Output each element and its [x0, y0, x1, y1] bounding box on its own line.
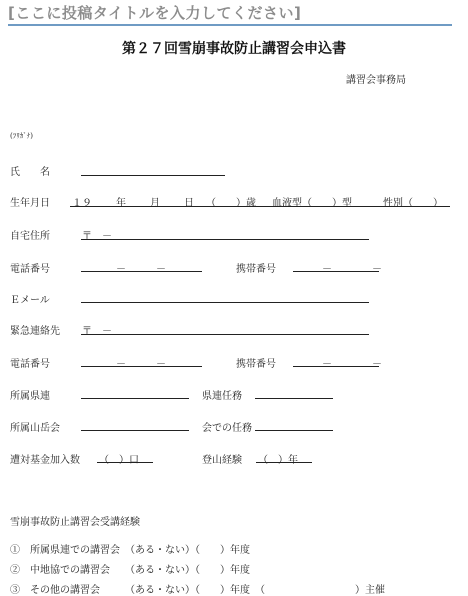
organizer: 講習会事務局 — [346, 75, 406, 86]
birth-month: 月 — [150, 198, 160, 209]
insurance-field[interactable]: （ ）口 — [99, 455, 139, 466]
birth-era: １９ — [72, 198, 92, 209]
history-heading: 雪崩事故防止講習会受講経験 — [10, 517, 140, 528]
birth-year: 年 — [116, 198, 126, 209]
emergency-phone-label: 電話番号 — [10, 359, 50, 370]
birth-label: 生年月日 — [10, 198, 50, 209]
emergency-mobile-label: 携帯番号 — [236, 359, 276, 370]
experience-underline — [256, 462, 312, 463]
history-item[interactable]: ② 中地協での講習会 （ある・ない）（ ）年度 — [10, 565, 250, 576]
experience-label: 登山経験 — [202, 455, 242, 466]
history-item[interactable]: ① 所属県連での講習会 （ある・ない）（ ）年度 — [10, 545, 250, 556]
email-field[interactable] — [81, 302, 369, 303]
phone-blank: － － — [116, 264, 166, 275]
club-label: 所属山岳会 — [10, 423, 60, 434]
club-field[interactable] — [81, 430, 189, 431]
mobile-label: 携帯番号 — [236, 264, 276, 275]
phone-label: 電話番号 — [10, 264, 50, 275]
insurance-underline — [97, 462, 153, 463]
club-role-field[interactable] — [255, 430, 333, 431]
federation-field[interactable] — [81, 398, 189, 399]
emergency-phone-field[interactable] — [81, 366, 202, 367]
address-label: 自宅住所 — [10, 231, 50, 242]
email-label: Ｅメール — [10, 295, 50, 306]
federation-label: 所属県連 — [10, 391, 50, 402]
post-title-placeholder[interactable]: [ここに投稿タイトルを入力してください] — [8, 4, 302, 22]
gender-field: 性別（ ） — [383, 198, 443, 209]
mobile-blank: － － — [322, 264, 382, 275]
address-field[interactable] — [81, 239, 369, 240]
emergency-mobile-field[interactable] — [293, 366, 379, 367]
blood-type-field: 血液型（ ）型 — [272, 198, 352, 209]
insurance-label: 遭対基金加入数 — [10, 455, 80, 466]
name-label: 氏 名 — [10, 167, 50, 178]
form-title: 第２７回雪崩事故防止講習会申込書 — [122, 41, 346, 57]
emergency-label: 緊急連絡先 — [10, 326, 60, 337]
age-field: （ ）歳 — [206, 198, 256, 209]
phone-field[interactable] — [81, 271, 202, 272]
emergency-postal: 〒 － — [82, 326, 112, 337]
club-role-label: 会での任務 — [202, 423, 252, 434]
history-item[interactable]: ③ その他の講習会 （ある・ない）（ ）年度 （ ）主催 — [10, 585, 385, 596]
address-postal: 〒 － — [82, 231, 112, 242]
federation-role-label: 県連任務 — [202, 391, 242, 402]
experience-field[interactable]: （ ）年 — [258, 455, 298, 466]
federation-role-field[interactable] — [255, 398, 333, 399]
mobile-field[interactable] — [293, 271, 379, 272]
emergency-address-field[interactable] — [81, 334, 369, 335]
header-divider — [8, 24, 452, 26]
birth-underline — [70, 206, 450, 207]
emergency-phone-blank: － － — [116, 359, 166, 370]
emergency-mobile-blank: － － — [322, 359, 382, 370]
furigana-label: (ﾌﾘｶﾞﾅ) — [10, 132, 33, 140]
birth-day: 日 — [184, 198, 194, 209]
name-field[interactable] — [81, 175, 225, 176]
